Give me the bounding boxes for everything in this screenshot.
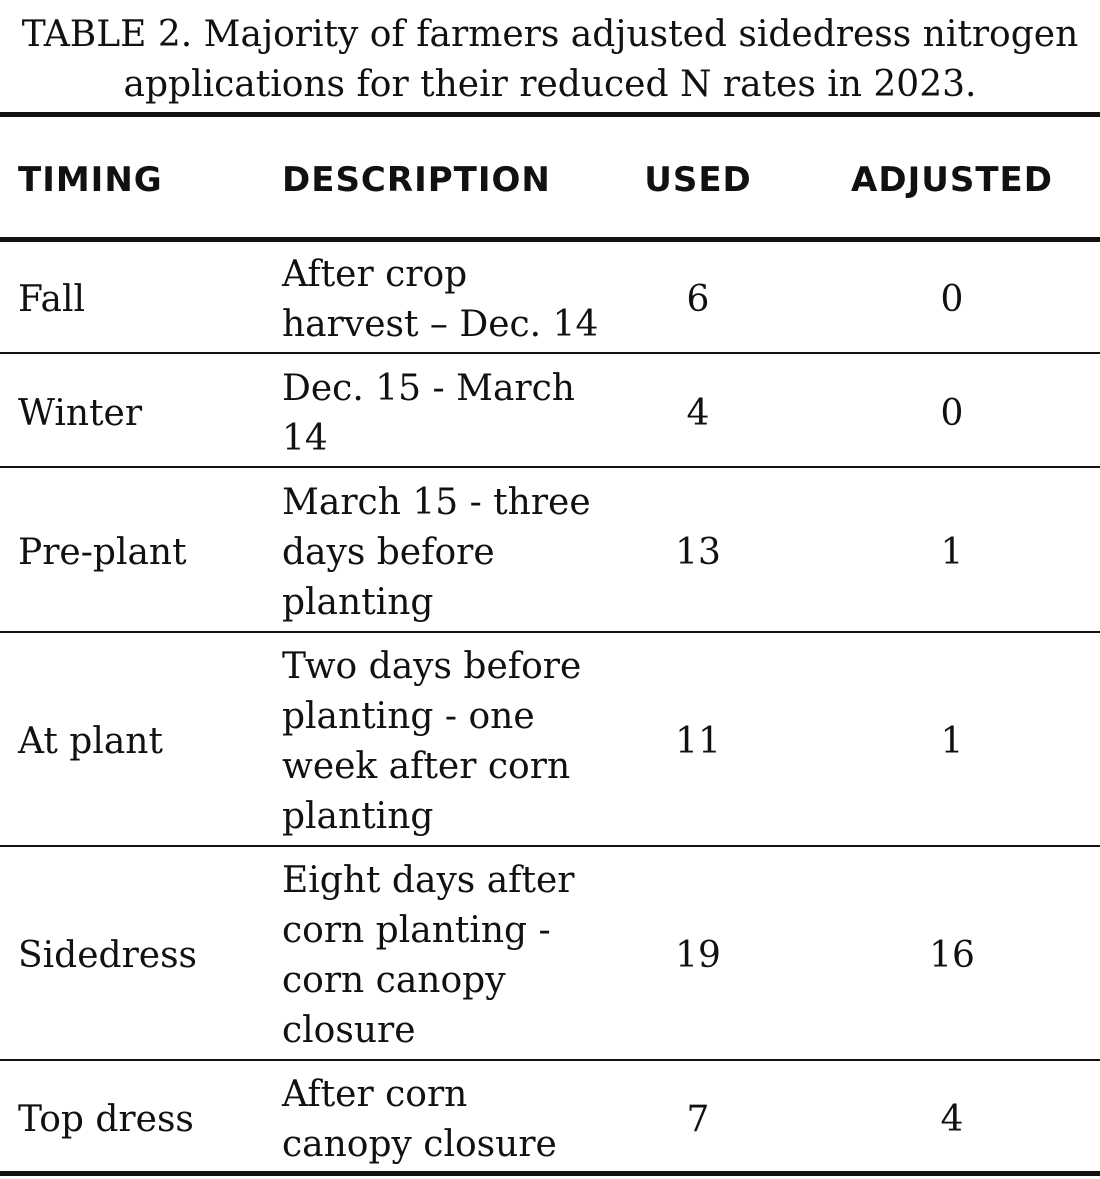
row-atplant-adjusted: 1 xyxy=(940,721,964,762)
row-divider xyxy=(0,631,1100,633)
row-fall-used: 6 xyxy=(686,279,710,320)
row-sidedress-description: Eight days after corn planting - corn canopy closure xyxy=(282,860,575,1051)
row-fall-timing: Fall xyxy=(18,279,86,320)
row-sidedress-adjusted: 16 xyxy=(929,935,975,976)
header-timing: TIMING xyxy=(18,160,163,200)
caption-line-1: TABLE 2. Majority of farmers adjusted sidedress nitrogen xyxy=(21,14,1079,55)
row-topdress-timing: Top dress xyxy=(18,1099,194,1140)
top-rule xyxy=(0,112,1100,117)
row-fall-description: After crop harvest – Dec. 14 xyxy=(282,254,599,345)
row-preplant-used: 13 xyxy=(675,532,721,573)
row-atplant-description: Two days before planting - one week after corn planting xyxy=(282,646,582,837)
header-rule xyxy=(0,237,1100,242)
row-preplant-timing: Pre-plant xyxy=(18,532,187,573)
row-divider xyxy=(0,466,1100,468)
row-topdress-adjusted: 4 xyxy=(940,1099,964,1140)
header-adjusted: ADJUSTED xyxy=(851,160,1053,200)
row-sidedress-used: 19 xyxy=(675,935,721,976)
row-winter-description: Dec. 15 - March 14 xyxy=(282,368,575,459)
row-divider xyxy=(0,845,1100,847)
row-winter-used: 4 xyxy=(686,393,710,434)
row-sidedress-timing: Sidedress xyxy=(18,935,198,976)
row-atplant-used: 11 xyxy=(675,721,721,762)
header-used: USED xyxy=(644,160,752,200)
row-divider xyxy=(0,352,1100,354)
bottom-rule xyxy=(0,1171,1100,1176)
caption-line-2: applications for their reduced N rates in 2023. xyxy=(123,64,977,105)
row-topdress-used: 7 xyxy=(686,1099,710,1140)
table-caption xyxy=(0,10,1100,110)
row-divider xyxy=(0,1059,1100,1061)
header-description: DESCRIPTION xyxy=(282,160,551,200)
row-atplant-timing: At plant xyxy=(18,721,163,762)
row-preplant-description: March 15 - three days before planting xyxy=(282,482,591,623)
row-fall-adjusted: 0 xyxy=(940,279,964,320)
row-winter-adjusted: 0 xyxy=(940,393,964,434)
row-winter-timing: Winter xyxy=(18,393,143,434)
row-topdress-description: After corn canopy closure xyxy=(282,1074,557,1165)
row-preplant-adjusted: 1 xyxy=(940,532,964,573)
